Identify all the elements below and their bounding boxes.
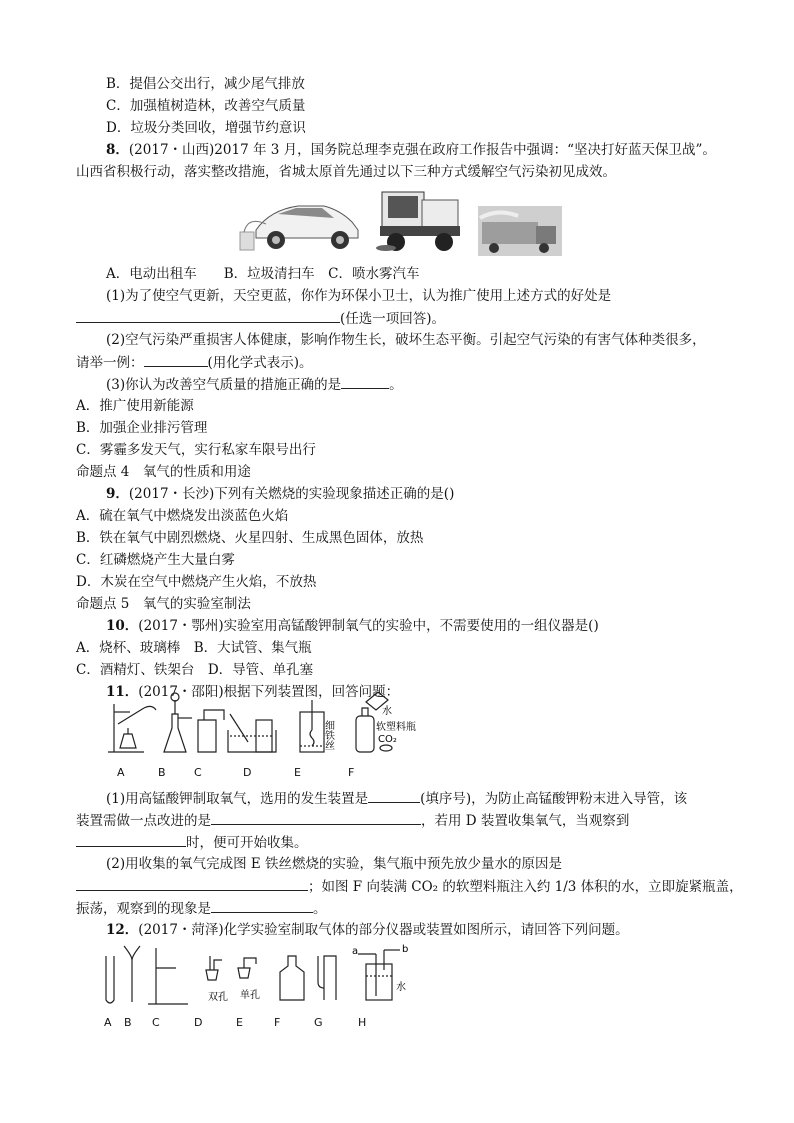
q8-sub2-line2 <box>76 352 313 373</box>
section-5-heading: 命题点 5 氧气的实验室制法 <box>76 596 251 612</box>
q8-sub1-blank[interactable] <box>76 308 340 323</box>
q8-stem-line1 <box>106 140 716 160</box>
q11-sub1-suffix: (填序号)，为防止高锰酸钾粉末进入导管，该 <box>420 791 688 807</box>
q8-sub1-line2 <box>76 308 445 329</box>
q12-label-f: F <box>274 1016 281 1029</box>
q8-choices: A．电动出租车 B．垃圾清扫车 C．喷水雾汽车 <box>106 266 420 282</box>
q12-label-g: G <box>314 1016 323 1029</box>
q11-sub1-line3 <box>76 832 308 853</box>
q7-option-c: C．加强植树造林，改善空气质量 <box>106 98 306 114</box>
q11-sub1-line2-suffix: ，若用 D 装置收集氧气，当观察到 <box>421 813 630 829</box>
label-single-hole: 单孔 <box>240 990 260 1001</box>
q7-option-d: D．垃圾分类回收，增强节约意识 <box>106 120 306 136</box>
q9-number: 9． <box>106 486 129 502</box>
q8-sub1-line1 <box>106 286 718 306</box>
section-4-heading: 命题点 4 氧气的性质和用途 <box>76 464 251 480</box>
q12-label-d: D <box>194 1016 203 1029</box>
label-b: b <box>402 944 409 955</box>
q12-label-c: C <box>152 1016 160 1029</box>
q11-sub2-line3-suffix: 。 <box>313 901 327 917</box>
q9-option-d: D．木炭在空气中燃烧产生火焰，不放热 <box>76 574 317 590</box>
q11-label-e: E <box>294 766 301 779</box>
q11-sub2-blank-a[interactable] <box>76 876 308 891</box>
q11-sub1-line2-prefix: 装置需做一点改进的是 <box>76 813 211 829</box>
q8-sub3-blank[interactable] <box>341 374 389 389</box>
q12-label-a: A <box>104 1016 112 1029</box>
q8-sub3 <box>106 374 403 395</box>
q11-label-d: D <box>243 766 252 779</box>
q11-label-f: F <box>348 766 355 779</box>
q12-label-e: E <box>236 1016 243 1029</box>
label-wire: 细铁丝 <box>322 720 334 750</box>
q10-stem-text: (2017・鄂州)实验室用高锰酸钾制氧气的实验中，不需要使用的一组仪器是() <box>138 618 599 634</box>
q9-stem <box>106 484 454 504</box>
q11-sub1-line1 <box>106 788 687 809</box>
q12-stem <box>106 920 629 940</box>
q9-stem-text: (2017・长沙)下列有关燃烧的实验现象描述正确的是() <box>128 486 455 502</box>
street-sweeper-image <box>374 186 466 256</box>
q11-apparatus-figure <box>100 690 420 760</box>
water-mist-truck-image <box>478 206 562 256</box>
q10-number: 10． <box>106 618 139 634</box>
q11-sub2-line1: (2)用收集的氧气完成图 E 铁丝燃烧的实验，集气瓶中预先放少量水的原因是 <box>106 856 563 872</box>
q10-options-line2: C．酒精灯、铁架台 D．导管、单孔塞 <box>76 662 314 678</box>
label-a: a <box>352 946 359 957</box>
q11-sub1-blank-a[interactable] <box>368 788 420 803</box>
label-soft-bottle: 软塑料瓶 <box>376 722 416 733</box>
q8-stem-text: (2017・山西)2017 年 3 月，国务院总理李克强在政府工作报告中强调：“坚决打好蓝天保卫战”。 <box>128 142 716 158</box>
q9-option-a: A．硫在氧气中燃烧发出淡蓝色火焰 <box>76 508 289 524</box>
q11-sub1-line3-text: 时，便可开始收集。 <box>186 835 308 851</box>
q11-label-c: C <box>194 766 202 779</box>
q11-sub1-blank-c[interactable] <box>76 832 186 847</box>
label-water: 水 <box>396 982 406 993</box>
q8-sub1-text: (1)为了使空气更新，天空更蓝，你作为环保小卫士，认为推广使用上述方式的好处是 <box>106 288 612 304</box>
q8-sub3-prefix: (3)你认为改善空气质量的措施正确的是 <box>106 377 342 393</box>
q12-number: 12． <box>106 922 139 938</box>
q12-apparatus-figure <box>96 942 426 1014</box>
q9-option-b: B．铁在氧气中剧烈燃烧、火星四射、生成黑色固体，放热 <box>76 530 424 546</box>
q11-sub2-line3 <box>76 898 327 919</box>
q8-sub3-suffix: 。 <box>389 377 403 393</box>
label-co2: CO₂ <box>378 734 397 745</box>
q12-label-h: H <box>358 1016 367 1029</box>
q10-stem <box>106 616 599 636</box>
q11-sub2-blank-b[interactable] <box>211 898 313 913</box>
q11-sub2-line3-prefix: 振荡，观察到的现象是 <box>76 901 211 917</box>
q10-options-line1: A．烧杯、玻璃棒 B．大试管、集气瓶 <box>76 640 312 656</box>
q8-option-a: A．推广使用新能源 <box>76 398 194 414</box>
q8-number: 8． <box>106 142 129 158</box>
q11-label-b: B <box>158 766 166 779</box>
q11-sub2-line2 <box>76 876 743 897</box>
q11-label-a: A <box>117 766 125 779</box>
label-water: 水 <box>382 706 392 717</box>
q8-sub1-hint: (任选一项回答)。 <box>340 311 446 327</box>
q8-sub2-line1: (2)空气污染严重损害人体健康，影响作物生长，破坏生态平衡。引起空气污染的有害气体种类很多， <box>106 332 706 348</box>
label-double-hole: 双孔 <box>208 992 228 1003</box>
electric-taxi-image <box>236 186 364 256</box>
q7-option-b: B．提倡公交出行，减少尾气排放 <box>106 76 305 92</box>
q11-sub1-prefix: (1)用高锰酸钾制取氧气，选用的发生装置是 <box>106 791 369 807</box>
q11-number: 11． <box>106 684 139 700</box>
q11-stem-text: (2017・邵阳)根据下列装置图，回答问题： <box>138 684 400 700</box>
q8-sub2-prefix: 请举一例： <box>76 355 144 371</box>
q11-sub1-blank-b[interactable] <box>211 810 421 825</box>
q8-option-c: C．雾霾多发天气，实行私家车限号出行 <box>76 442 316 458</box>
q8-sub2-suffix: (用化学式表示)。 <box>207 355 313 371</box>
q12-stem-text: (2017・菏泽)化学实验室制取气体的部分仪器或装置如图所示，请回答下列问题。 <box>138 922 629 938</box>
q12-label-b: B <box>124 1016 132 1029</box>
q11-sub1-line2 <box>76 810 629 831</box>
q8-stem-line2: 山西省积极行动，落实整改措施，省城太原首先通过以下三种方式缓解空气污染初见成效。 <box>76 164 616 180</box>
q8-sub2-blank[interactable] <box>144 352 208 367</box>
q8-option-b: B．加强企业排污管理 <box>76 420 208 436</box>
q9-option-c: C．红磷燃烧产生大量白雾 <box>76 552 235 568</box>
q11-sub2-line2-text: ；如图 F 向装满 CO₂ 的软塑料瓶注入约 1/3 体积的水，立即旋紧瓶盖， <box>308 879 743 895</box>
